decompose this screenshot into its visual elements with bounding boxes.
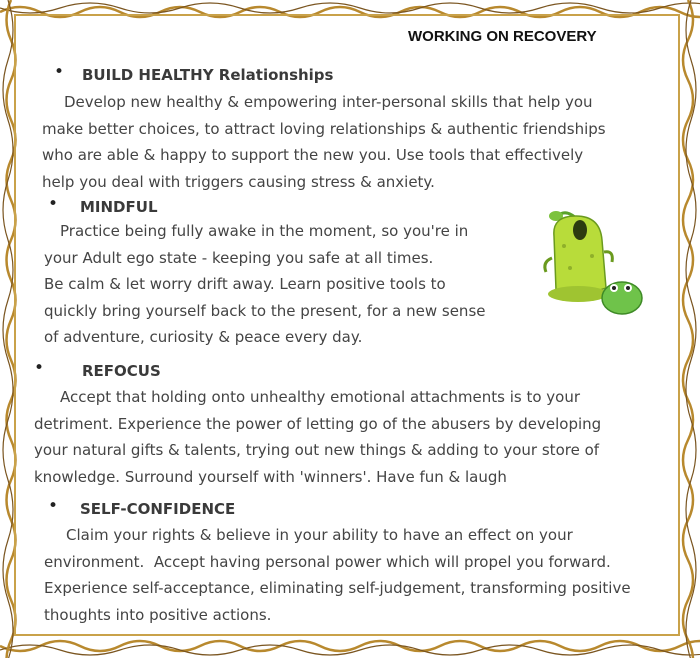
text-line: quickly bring yourself back to the present, for a new sense (44, 301, 486, 320)
section-body-refocus (34, 384, 601, 490)
bullet-icon: • (48, 496, 59, 516)
text-line: your natural gifts & talents, trying out new things & adding to your store of (34, 441, 600, 459)
page-title: WORKING ON RECOVERY (408, 28, 597, 45)
text-line: Experience self-acceptance, eliminating self-judgement, transforming positive (44, 579, 631, 597)
text-line: thoughts into positive actions. (44, 605, 272, 624)
ornate-border-right (676, 0, 700, 658)
text-line: Be calm & let worry drift away. Learn positive tools to (44, 275, 446, 293)
text-line: Develop new healthy & empowering inter-personal skills that help you (64, 93, 593, 111)
text-line: who are able & happy to support the new you. Use tools that effectively (42, 146, 584, 164)
green-monster-illustration (540, 206, 648, 318)
text-line: your Adult ego state - keeping you safe at all times. (44, 248, 434, 267)
text-line: Claim your rights & believe in your ability to have an effect on your (66, 526, 573, 544)
section-heading-relationships: BUILD HEALTHY Relationships (82, 66, 334, 84)
ornate-border-left (0, 0, 22, 658)
section-heading-refocus: REFOCUS (82, 362, 161, 380)
bullet-icon: • (54, 62, 65, 82)
bullet-icon: • (48, 194, 59, 214)
text-line: environment. Accept having personal power which will propel you forward. (44, 552, 611, 571)
text-line: knowledge. Surround yourself with 'winners'. Have fun & laugh (34, 467, 507, 486)
section-body-self-confidence (44, 522, 631, 628)
text-line: Practice being fully awake in the moment, so you're in (60, 222, 469, 240)
bullet-icon: • (34, 358, 45, 378)
text-line: make better choices, to attract loving relationships & authentic friendships (42, 119, 606, 138)
section-body-relationships (42, 89, 606, 195)
section-heading-self-confidence: SELF-CONFIDENCE (80, 500, 236, 518)
section-heading-mindful: MINDFUL (80, 198, 158, 216)
ornate-border-bottom (0, 636, 700, 658)
ornate-border-top (0, 0, 700, 20)
text-line: Accept that holding onto unhealthy emotional attachments is to your (60, 388, 581, 406)
section-body-mindful (44, 218, 485, 351)
text-line: detriment. Experience the power of letting go of the abusers by developing (34, 414, 602, 433)
text-line: help you deal with triggers causing stress & anxiety. (42, 172, 435, 191)
text-line: of adventure, curiosity & peace every day. (44, 328, 363, 346)
